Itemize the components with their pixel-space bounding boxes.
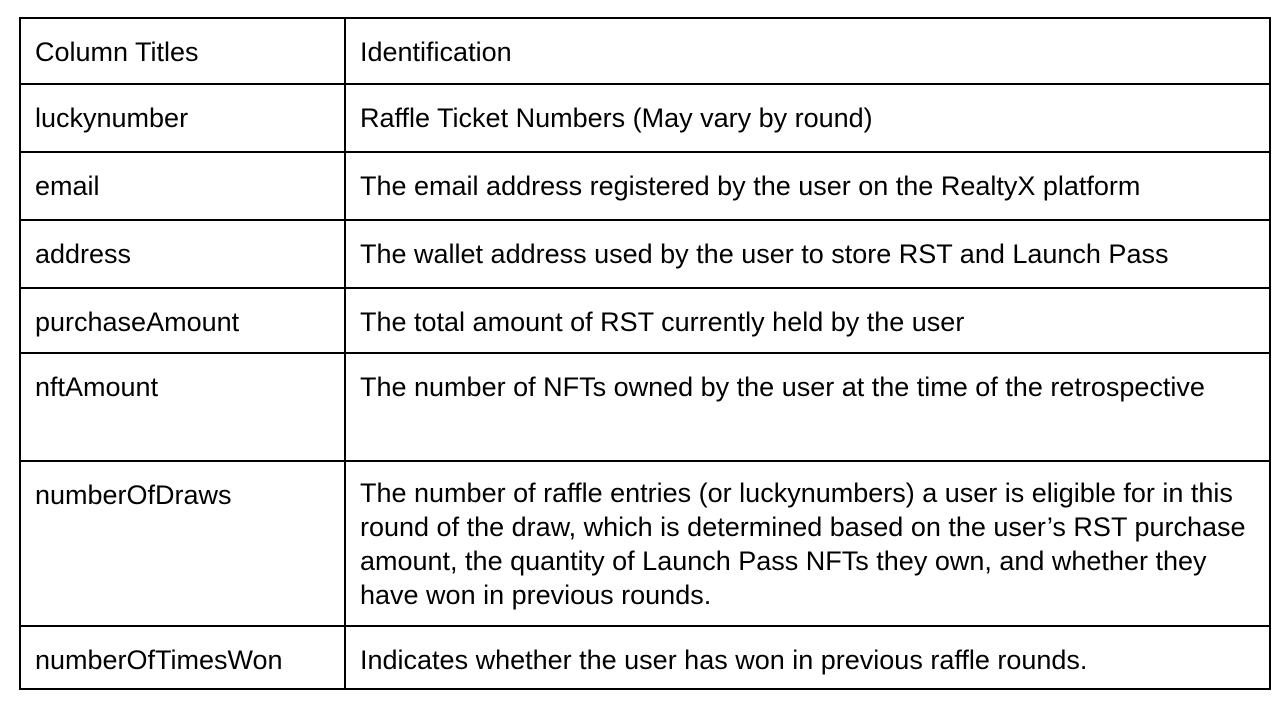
table-row [20,626,1270,689]
row-title: email [20,152,345,220]
table-header-row [20,18,1270,84]
row-identification: Indicates whether the user has won in previous raffle rounds. [345,626,1270,689]
row-identification: The number of NFTs owned by the user at the time of the retrospective [345,353,1270,461]
row-title: nftAmount [20,353,345,461]
row-identification: The total amount of RST currently held by the user [345,288,1270,353]
row-identification: Raffle Ticket Numbers (May vary by round) [345,84,1270,152]
row-title: luckynumber [20,84,345,152]
row-title: purchaseAmount [20,288,345,353]
column-definitions-table [19,17,1271,690]
row-title: numberOfDraws [20,461,345,626]
row-title: numberOfTimesWon [20,626,345,689]
table-row [20,288,1270,353]
row-identification: The email address registered by the user on the RealtyX platform [345,152,1270,220]
table-row [20,220,1270,288]
table-row [20,461,1270,626]
row-identification: The number of raffle entries (or luckynumbers) a user is eligible for in this round of the draw, which is determined based on the user’s RST purchase amount, the quantity of Launch Pass NFTs they own, and whether they have won in previous rounds. [345,461,1270,626]
table-row [20,84,1270,152]
header-identification: Identification [345,18,1270,84]
header-column-titles: Column Titles [20,18,345,84]
row-title: address [20,220,345,288]
row-identification: The wallet address used by the user to store RST and Launch Pass [345,220,1270,288]
table-row [20,152,1270,220]
table-row [20,353,1270,461]
